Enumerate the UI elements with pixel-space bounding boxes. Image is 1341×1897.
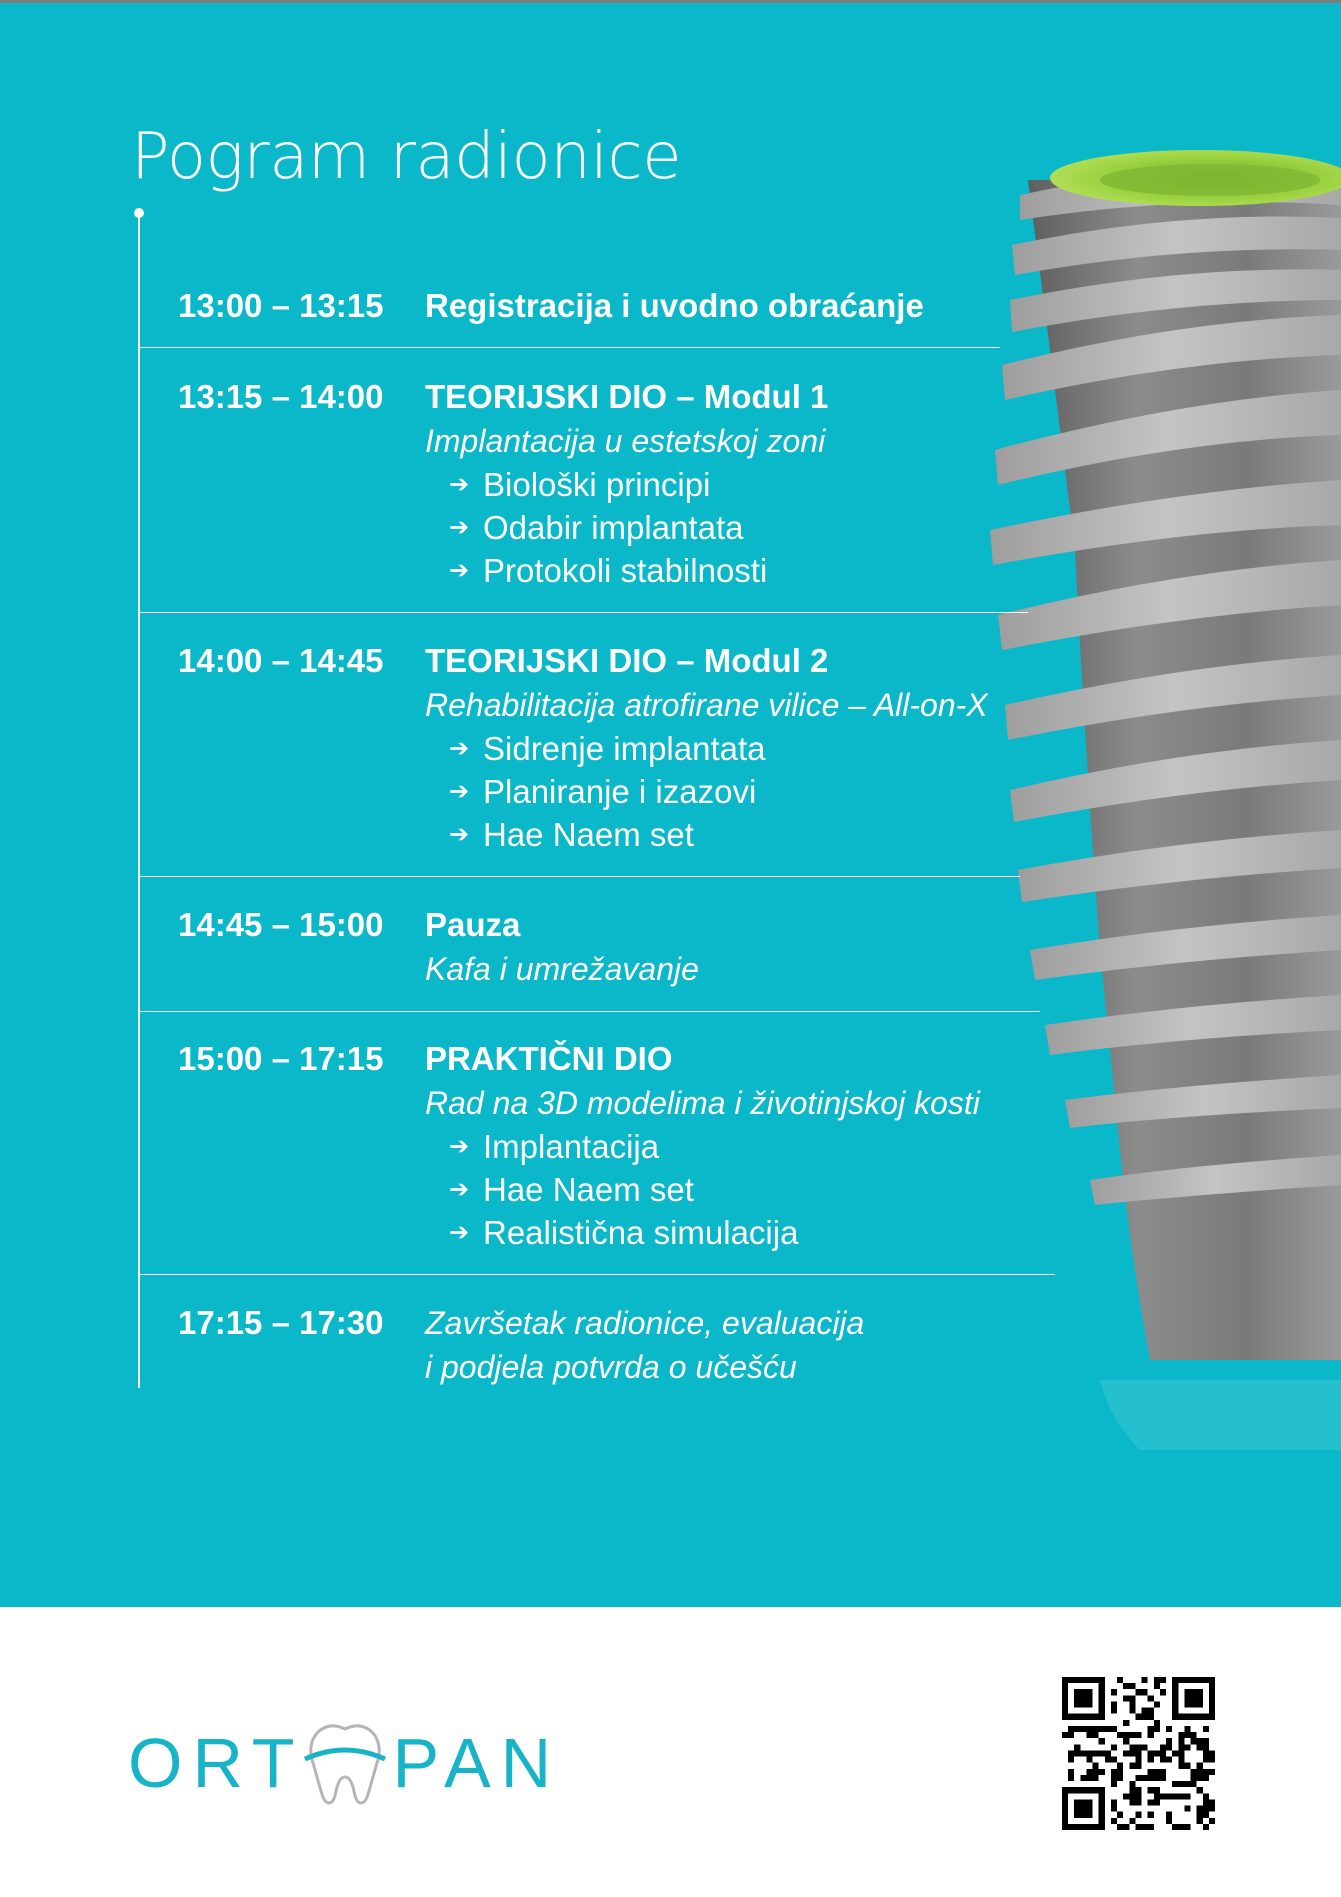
arrow-icon: ➔ (449, 1133, 470, 1160)
schedule-title: Registracija i uvodno obraćanje (425, 287, 924, 324)
schedule-subtitle: Završetak radionice, evaluacija (425, 1305, 865, 1341)
schedule-title: TEORIJSKI DIO – Modul 1 (425, 378, 829, 415)
bullet-item: ➔ Implantacija (425, 1125, 980, 1168)
schedule-title: Pauza (425, 906, 521, 943)
top-border (0, 0, 1341, 3)
dental-implant-illustration (990, 150, 1341, 1450)
arrow-icon: ➔ (449, 778, 470, 805)
bullet-item: ➔ Hae Naem set (425, 1168, 980, 1211)
arrow-icon: ➔ (449, 514, 470, 541)
logo-text-right: PAN (392, 1724, 562, 1802)
ortopan-logo (128, 1718, 561, 1808)
schedule-subtitle: Kafa i umrežavanje (425, 951, 699, 987)
separator (140, 876, 1020, 877)
separator (140, 1011, 1040, 1012)
schedule-item (425, 1301, 864, 1389)
bullet-item: ➔ Planiranje i izazovi (425, 770, 988, 813)
schedule-subtitle: Rad na 3D modelima i životinjskoj kosti (425, 1085, 980, 1121)
arrow-icon: ➔ (449, 1219, 470, 1246)
tooth-icon (303, 1719, 387, 1807)
schedule-subtitle: Implantacija u estetskoj zoni (425, 423, 826, 459)
schedule-time: 14:00 – 14:45 (178, 642, 384, 679)
bullet-item: ➔ Odabir implantata (425, 506, 828, 549)
arrow-icon: ➔ (449, 735, 470, 762)
page-title: Pogram radionice (131, 120, 682, 194)
schedule-item (425, 639, 988, 856)
arrow-icon: ➔ (449, 471, 470, 498)
logo-text-left: ORT (128, 1724, 305, 1802)
separator (140, 347, 1000, 348)
schedule-title: TEORIJSKI DIO – Modul 2 (425, 642, 829, 679)
schedule-time: 17:15 – 17:30 (178, 1304, 384, 1341)
bullet-item: ➔ Realistična simulacija (425, 1211, 980, 1254)
separator (140, 1274, 1055, 1275)
schedule-item (425, 284, 924, 328)
separator (140, 612, 1028, 613)
timeline-line (138, 213, 140, 1388)
arrow-icon: ➔ (449, 821, 470, 848)
bullet-item: ➔ Hae Naem set (425, 813, 988, 856)
schedule-item (425, 375, 828, 592)
schedule-time: 15:00 – 17:15 (178, 1040, 384, 1077)
schedule-item (425, 1037, 980, 1254)
schedule-item (425, 903, 699, 991)
arrow-icon: ➔ (449, 557, 470, 584)
schedule-time: 14:45 – 15:00 (178, 906, 384, 943)
schedule-subtitle: Rehabilitacija atrofirane vilice – All-on-X (425, 687, 988, 723)
schedule-time: 13:00 – 13:15 (178, 287, 384, 324)
bullet-item: ➔ Biološki principi (425, 463, 828, 506)
schedule-time: 13:15 – 14:00 (178, 378, 384, 415)
qr-code[interactable] (1062, 1677, 1215, 1830)
schedule-subtitle: i podjela potvrda o učešću (425, 1349, 797, 1385)
bullet-item: ➔ Sidrenje implantata (425, 727, 988, 770)
bullet-item: ➔ Protokoli stabilnosti (425, 549, 828, 592)
arrow-icon: ➔ (449, 1176, 470, 1203)
schedule-title: PRAKTIČNI DIO (425, 1040, 673, 1077)
